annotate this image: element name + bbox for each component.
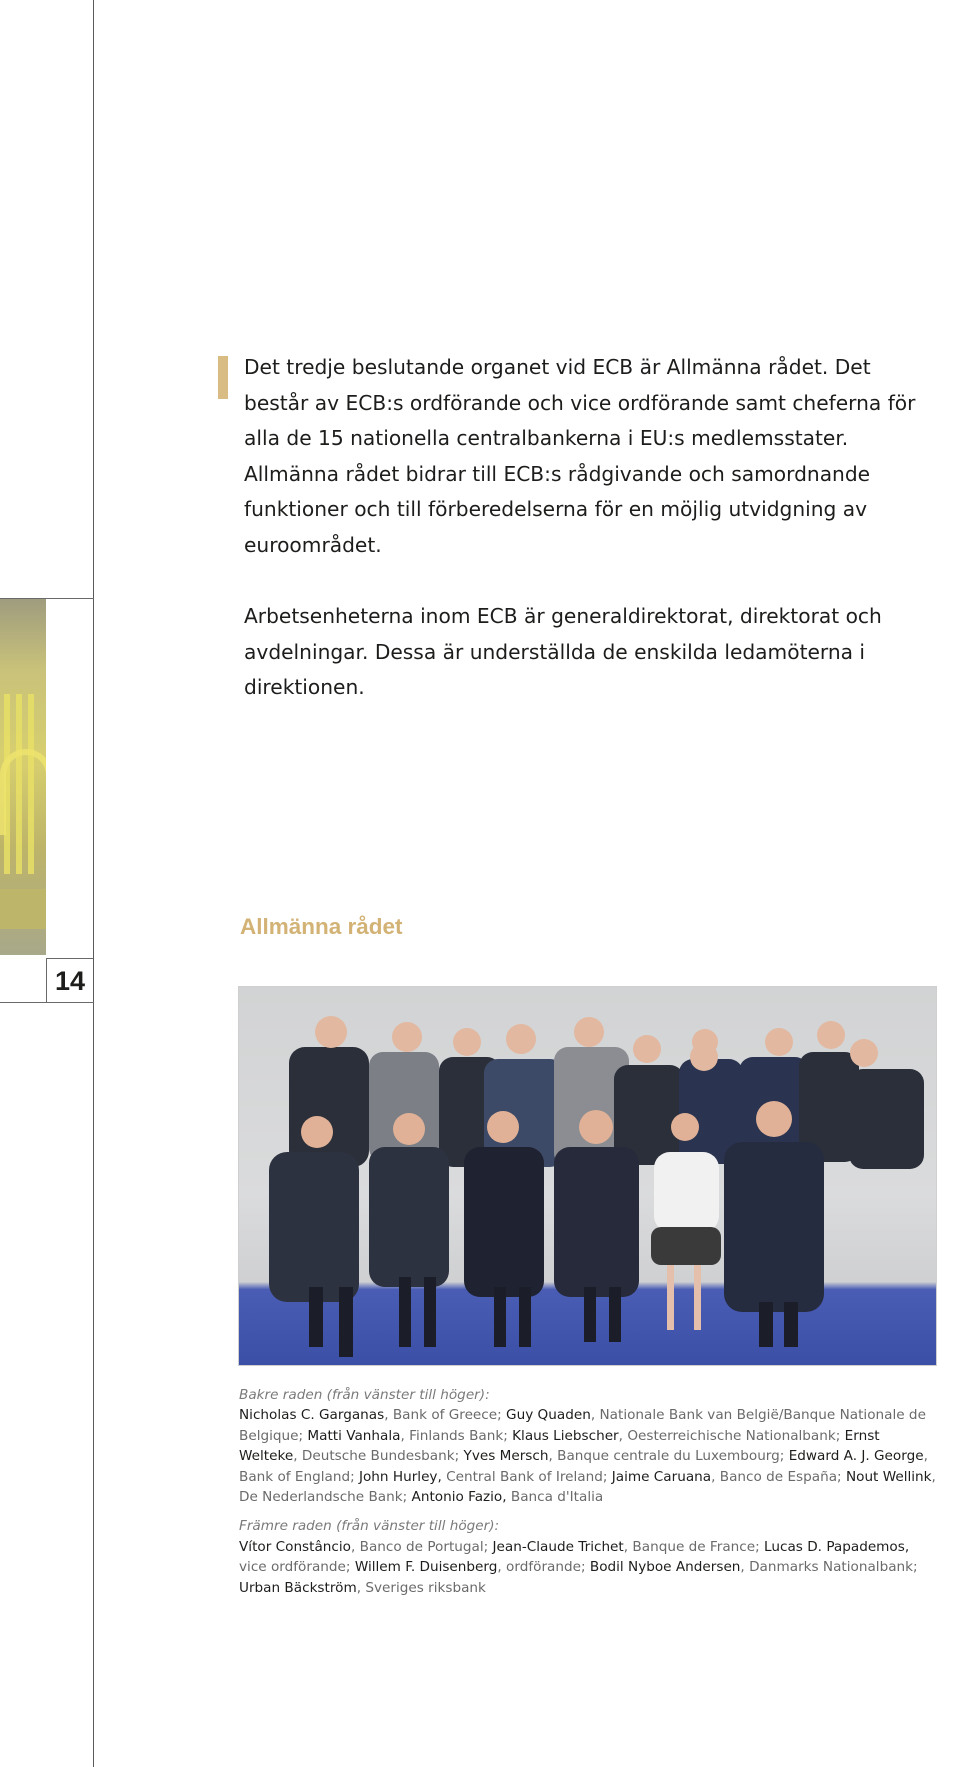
member-bank: Deutsche Bundesbank; [301,1448,464,1465]
member-name: John Hurley, [358,1468,442,1485]
paragraph-marker [218,356,228,399]
member-name: Lucas D. Papademos, [764,1538,910,1555]
member-name: Antonio Fazio, [411,1489,507,1506]
member-name: Matti Vanhala [307,1427,401,1444]
caption-sep: , [590,1407,600,1424]
member-name: Klaus Liebscher [512,1427,619,1444]
caption-sep: , [350,1538,360,1555]
caption-front-row [239,1516,939,1598]
margin-rule [93,0,94,1767]
caption-sep: , [618,1427,628,1444]
caption-member-list [239,1537,939,1598]
body-paragraph: Arbetsenheterna inom ECB är generaldirektorat, direktorat och avdelningar. Dessa är underställda de enskilda ledamöterna i direktionen. [244,604,882,699]
member-bank: vice ordförande; [239,1559,355,1576]
member-bank: Banque de France; [632,1538,765,1555]
caption-label: Bakre raden (från vänster till höger): [239,1387,490,1403]
member-bank: De Nederlandsche Bank; [239,1489,412,1506]
caption-sep: , [497,1559,507,1576]
member-bank: Finlands Bank; [409,1427,513,1444]
caption-back-row [239,1385,939,1507]
member-bank: Banca d'Italia [510,1489,604,1506]
member-bank: Oesterreichische Nationalbank; [627,1427,845,1444]
member-bank: ordförande; [506,1559,590,1576]
member-name: Willem F. Duisenberg [354,1559,498,1576]
member-bank: Bank of England; [239,1468,359,1485]
caption-label: Främre raden (från vänster till höger): [239,1518,500,1535]
member-bank: Banco de Portugal; [359,1538,493,1555]
member-bank: Central Bank of Ireland; [446,1468,612,1485]
caption-sep: , [623,1538,633,1555]
member-name: Guy Quaden [506,1407,591,1424]
member-name: Edward A. J. George [788,1448,924,1465]
caption-sep: , [400,1427,410,1444]
member-bank: Banque centrale du Luxembourg; [557,1448,789,1465]
caption-sep: , [923,1448,928,1465]
section-heading: Allmänna rådet [240,914,403,939]
member-name: Jean-Claude Trichet [492,1538,624,1555]
member-name: Vítor Constâncio [239,1538,351,1555]
photo-caption [239,1385,939,1607]
body-text [244,350,934,706]
member-bank: Sveriges riksbank [365,1579,486,1596]
member-bank: Banco de España; [719,1468,846,1485]
member-name: Ernst Welteke [239,1427,880,1465]
member-name: Nout Wellink [845,1468,932,1485]
caption-sep: , [711,1468,720,1485]
member-name: Nicholas C. Garganas [239,1407,385,1424]
caption-sep: , [548,1448,558,1465]
member-name: Yves Mersch [463,1448,549,1465]
member-name: Urban Bäckström [239,1579,357,1596]
member-name: Bodil Nyboe Andersen [589,1559,741,1576]
member-bank: Nationale Bank van België/Banque Nationale de Belgique; [239,1407,926,1444]
body-paragraph: Det tredje beslutande organet vid ECB är Allmänna rådet. Det består av ECB:s ordförande och vice ordförande samt cheferna för alla de 15 nationella centralbankerna i EU:s medlemsstater. Allmänna rådet bidrar till ECB:s rådgivande och samordnande funktioner och till förberedelserna för en möjlig utvidgning av euroområdet. [244,355,916,557]
caption-sep: , [740,1559,750,1576]
margin-thumbnail-image [0,599,46,955]
member-bank: Bank of Greece; [392,1407,507,1424]
page-number: 14 [46,958,93,1003]
caption-sep: , [931,1468,936,1485]
caption-member-list [239,1405,939,1507]
group-photo [238,986,937,1366]
caption-sep: , [356,1579,366,1596]
caption-sep: , [384,1407,393,1424]
member-bank: Danmarks Nationalbank; [749,1559,918,1576]
caption-sep: , [293,1448,302,1465]
member-name: Jaime Caruana [611,1468,712,1485]
